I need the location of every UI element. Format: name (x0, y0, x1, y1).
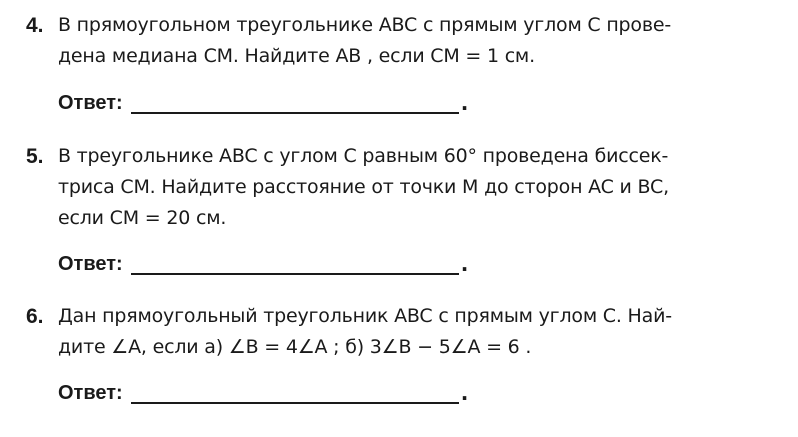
answer-blank-field[interactable] (131, 88, 459, 114)
answer-row (58, 249, 794, 280)
answer-period: . (460, 252, 469, 276)
answer-period: . (460, 91, 469, 115)
answer-label: Ответ: (58, 253, 123, 275)
answer-blank-field[interactable] (131, 249, 459, 275)
problem-number: 4. (26, 14, 44, 37)
problem-text-line: Дан прямоугольный треугольник ABC с прямым углом C. Най- (58, 305, 672, 327)
answer-period: . (460, 381, 469, 405)
problem-text-line: триса CM. Найдите расстояние от точки M до сторон AC и BC, (58, 176, 669, 198)
problem-body (58, 141, 794, 280)
problem-text-line: дите ∠A, если а) ∠B = 4∠A ; б) 3∠B − 5∠A = 6 . (58, 336, 532, 358)
problem-text-line: В треугольнике ABC с углом C равным 60° проведена биссек- (58, 145, 669, 167)
problem-body (58, 10, 794, 119)
answer-row (58, 88, 794, 119)
problem-body (58, 301, 794, 409)
answer-label: Ответ: (58, 382, 123, 404)
answer-label: Ответ: (58, 92, 123, 114)
problem-number: 5. (26, 145, 44, 168)
answer-row (58, 378, 794, 409)
problem-text-line: В прямоугольном треугольнике ABC с прямым углом C прове- (58, 14, 671, 36)
problem-number: 6. (26, 305, 44, 328)
answer-blank-field[interactable] (131, 378, 459, 404)
problem-text-line: дена медиана CM. Найдите AB , если CM = 1 см. (58, 45, 535, 67)
problem-text-line: если CM = 20 см. (58, 207, 227, 229)
